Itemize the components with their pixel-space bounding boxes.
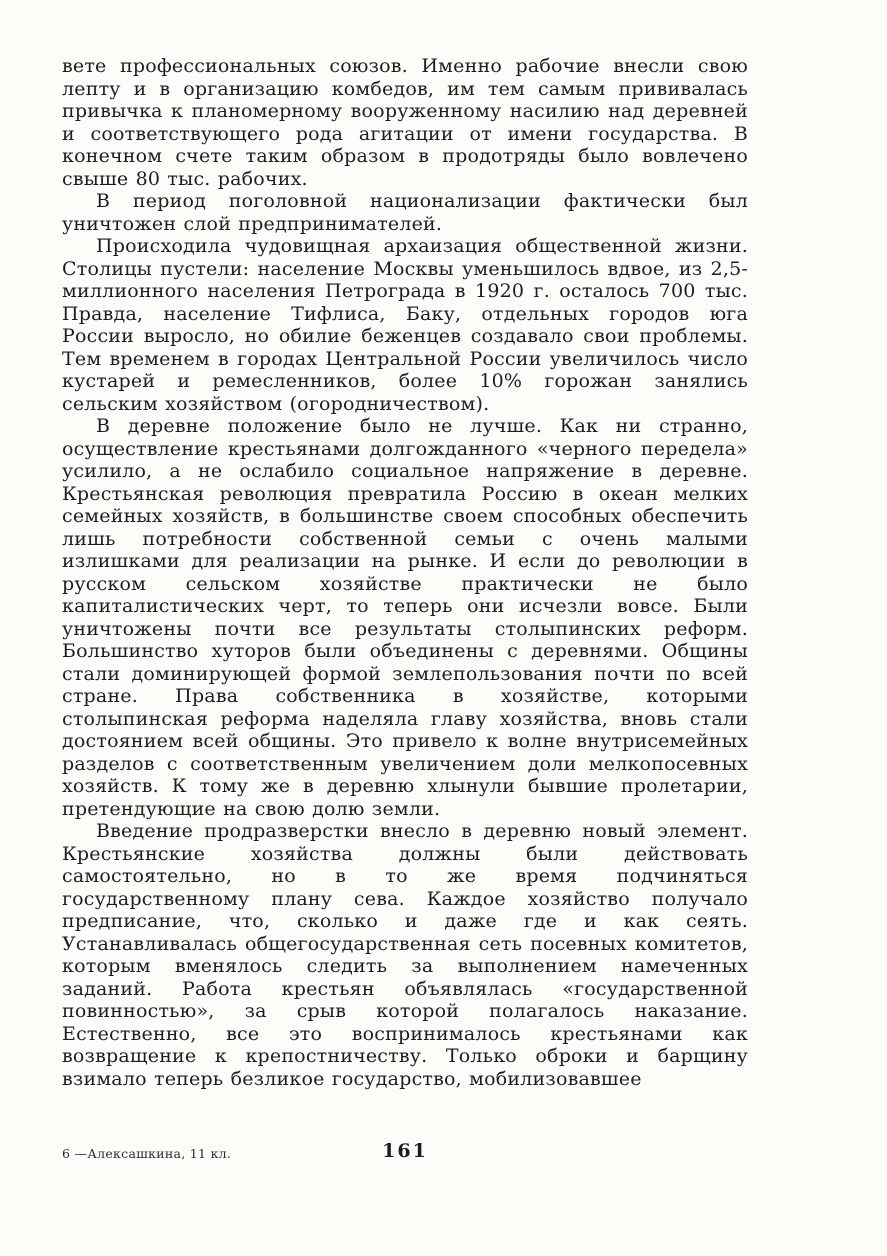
page-number: 161 bbox=[382, 1140, 428, 1162]
page-footer bbox=[62, 1140, 748, 1170]
paragraph: В период поголовной национализации фактически был уничтожен слой предпринимателей. bbox=[62, 190, 748, 235]
paragraph: Происходила чудовищная архаизация общественной жизни. Столицы пустели: население Москвы уменьшилось вдвое, из 2,5-миллионного населения Петрограда в 1920 г. осталось 700 тыс. Правда, население Тифлиса, Баку, отдельных городов юга России выросло, но обилие беженцев создавало свои проблемы. Тем временем в городах Центральной России увеличилось число кустарей и ремесленников, более 10% горожан занялись сельским хозяйством (огородничеством). bbox=[62, 235, 748, 415]
printers-signature-note: 6 —Алексашкина, 11 кл. bbox=[62, 1146, 232, 1161]
paragraph: Введение продразверстки внесло в деревню новый элемент. Крестьянские хозяйства должны были действовать самостоятельно, но в то же время подчиняться государственному плану сева. Каждое хозяйство получало предписание, что, сколько и даже где и как сеять. Устанавливалась общегосударственная сеть посевных комитетов, которым вменялось следить за выполнением намеченных заданий. Работа крестьян объявлялась «государственной повинностью», за срыв которой полагалось наказание. Естественно, все это воспринималось крестьянами как возвращение к крепостничеству. Только оброки и барщину взимало теперь безликое государство, мобилизовавшее bbox=[62, 820, 748, 1090]
paragraph: В деревне положение было не лучше. Как ни странно, осуществление крестьянами долгожданного «черного передела» усилило, а не ослабило социальное напряжение в деревне. Крестьянская революция превратила Россию в океан мелких семейных хозяйств, в большинстве своем способных обеспечить лишь потребности собственной семьи с очень малыми излишками для реализации на рынке. И если до революции в русском сельском хозяйстве практически не было капиталистических черт, то теперь они исчезли вовсе. Были уничтожены почти все результаты столыпинских реформ. Большинство хуторов были объединены с деревнями. Общины стали доминирующей формой землепользования почти по всей стране. Права собственника в хозяйстве, которыми столыпинская реформа наделяла главу хозяйства, вновь стали достоянием всей общины. Это привело к волне внутрисемейных разделов с соответственным увеличением доли мелкопосевных хозяйств. К тому же в деревню хлынули бывшие пролетарии, претендующие на свою долю земли. bbox=[62, 415, 748, 820]
paragraph-continued: вете профессиональных союзов. Именно рабочие внесли свою лепту и в организацию комбедов, им тем самым прививалась привычка к планомерному вооруженному насилию над деревней и соответствующего рода агитации от имени государства. В конечном счете таким образом в продотряды было вовлечено свыше 80 тыс. рабочих. bbox=[62, 55, 748, 190]
body-text bbox=[62, 55, 748, 1090]
